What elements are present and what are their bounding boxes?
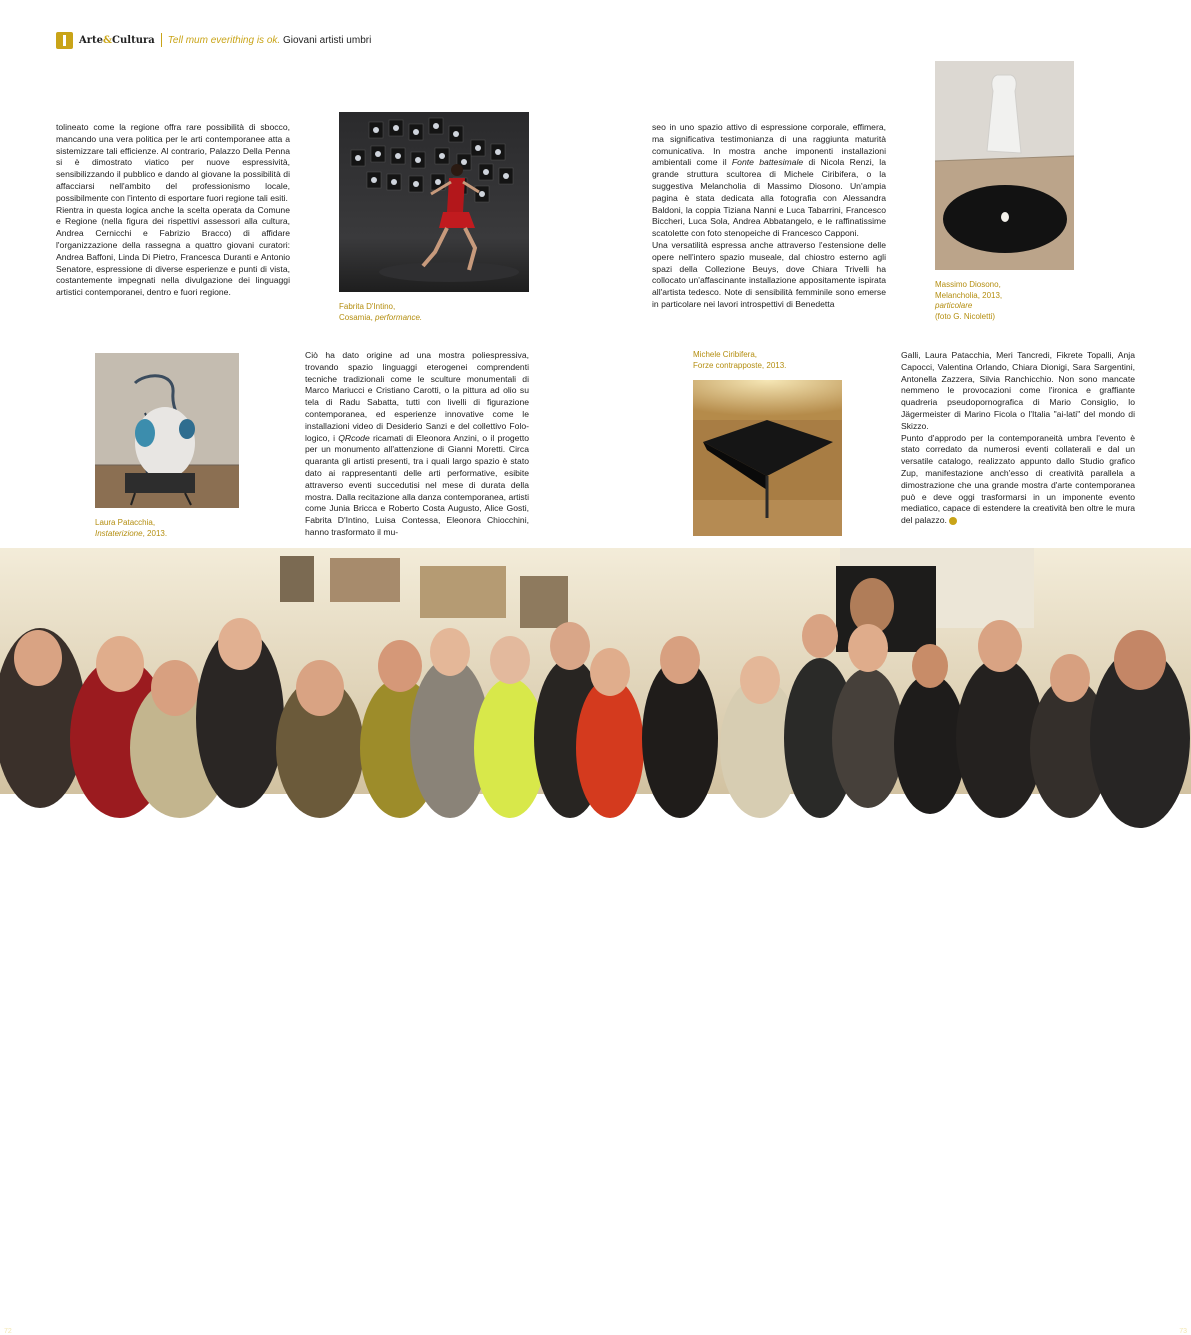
end-mark-icon <box>949 517 957 525</box>
paragraph: Ciò ha dato origine ad una mostra poliespressiva, trovando spazio linguaggi eterogenei comprendenti tecniche tradizionali come le sculture monumentali di Marco Mariucci e Cristiano Carotti, o la pittura ad olio su tela di Radu Sabatta, tutti con livelli di figurazione contemporanea, ed esperienze innovative come le installazioni video di Desiderio Sanzi e del collettivo Folo-logico, i QRcode ricamati di Eleonora Anzini, o il progetto per un monumento all'attenzione di Gianni Moretti. Circa quaranta gli artisti presenti, tra i quali largo spazio è stato dato ai rappresentanti delle arti performative, esibite attraverso eventi succedutisi nel mese di durata della mostra. Dalla recitazione alla danza contemporanea, artisti come Junia Bricca e Roberto Costa Augusto, Alice Gosti, Fabrita D'Intino, Luisa Contessa, Eleonora Chiocchini, hanno trasformato il mu- <box>305 350 529 537</box>
caption-dintino <box>339 302 529 323</box>
article-title: Tell mum everithing is ok. Giovani artisti umbri <box>167 34 372 46</box>
paragraph: Una versatilità espressa anche attraverso l'estensione delle opere nell'intero spazio museale, dal chiostro esterno agli spazi della Collezione Beuys, dove Chiara Trivelli ha collocato un'affascinante installazione appositamente ispirata all'artista tedesco. Note di sensibilità femminile sono emerse in particolare nei lavori introspettivi di Benedetta <box>652 239 886 309</box>
text-column-1 <box>56 122 290 299</box>
page-number-right: 73 <box>1179 1328 1187 1335</box>
paragraph: seo in uno spazio attivo di espressione corporale, effimera, ma significativa testimonianza di una raggiunta maturità comunicativa. In mostra anche imponenti installazioni ambientali come il Fonte battesimale di Nicola Renzi, la grande struttura scultorea di Michele Ciribifera, o la suggestiva Melancholia di Massimo Diosono. Un'ampia pagina è stata dedicata alla fotografia con Alessandra Baldoni, la coppia Tiziana Nanni e Luca Tabarrini, Francesco Biccheri, Luca Sola, Andrea Abbatangelo, e le raffinatissime scatolette con foto stenopeiche di Francesco Capponi. <box>652 122 886 239</box>
caption-ciribifera <box>693 350 843 371</box>
caption-diosono <box>935 280 1074 322</box>
caption-line: Massimo Diosono, <box>935 280 1001 289</box>
paragraph: Galli, Laura Patacchia, Meri Tancredi, Fikrete Topalli, Anja Capocci, Valentina Orlando, Chiara Dionigi, Sara Sargentini, Antonella Zazzera, Silvia Ranchicchio. Non sono mancate nemmeno le provocazioni come l'ironica e graffiante quadreria pseudopornografica di Mario Consiglio, lo Jägermeister di Marino Ficola o l'Italia "ai-lati" del mondo di Skizzo. <box>901 350 1135 431</box>
photo-opening-crowd <box>0 548 1191 1335</box>
caption-line: Michele Ciribifera, <box>693 350 758 359</box>
caption-line: (foto G. Nicoletti) <box>935 311 996 321</box>
caption-line: particolare <box>935 301 973 310</box>
paragraph: Rientra in questa logica anche la scelta operata da Comune e Regione (nella figura dei rispettivi assessori alla cultura, Andrea Cernicchi e Fabrizio Bracco) di affidare l'organizzazione della rassegna a quattro giovani curatori: Andrea Baffoni, Linda Di Pietro, Francesca Duranti e Antonio Senatore, espressione di diverse esperienze e punti di vista, costantemente impegnati nella divulgazione dei linguaggi artistici contemporanei, dentro e fuori regione. <box>56 204 290 298</box>
caption-patacchia <box>95 518 239 539</box>
text-column-3 <box>652 122 886 311</box>
section-name: Arte&Cultura <box>79 34 155 46</box>
caption-line: Laura Patacchia, <box>95 518 156 527</box>
photo-installation-patacchia <box>95 353 239 508</box>
paragraph: Punto d'approdo per la contemporaneità umbra l'evento è stato corredato da numerosi eventi collaterali e dal un versatile catalogo, realizzato appunto dallo Studio grafico Zup, manifestazione anch'esso di creatività parallela a dimostrazione che una grande mostra d'arte contemporanea può e deve oggi trasformarsi in un imponente evento mediatico, capace di estendere la creatività ben oltre le mura del palazzo. <box>901 432 1135 526</box>
photo-melancholia <box>935 61 1074 270</box>
running-header <box>56 31 371 49</box>
caption-line: Instaterizione, 2013. <box>95 528 168 538</box>
caption-line: Melancholia, 2013, <box>935 290 1003 300</box>
header-divider <box>161 33 162 47</box>
caption-line: Fabrita D'Intino, <box>339 302 396 311</box>
text-column-2 <box>305 350 529 539</box>
page-number-left: 72 <box>4 1328 12 1335</box>
section-badge-icon <box>56 32 73 49</box>
paragraph: tolineato come la regione offra rare possibilità di sbocco, mancando una vera politica per le arti contemporanee atta a sistemizzare tali efficienze. Al contrario, Palazzo Della Penna si è dimostrato viatico per nuove espressività, sensibilizzando il pubblico e dando al giovane la possibilità di affacciarsi nell'ambito del professionismo locale, possibilmente con l'intento di esportare fuori regione tali esiti. <box>56 122 290 203</box>
photo-forze-contrapposte <box>693 380 842 536</box>
caption-line: Forze contrapposte, 2013. <box>693 360 787 370</box>
text-column-4 <box>901 350 1135 527</box>
caption-line: Cosamia, performance. <box>339 312 423 322</box>
photo-performance <box>339 112 529 292</box>
